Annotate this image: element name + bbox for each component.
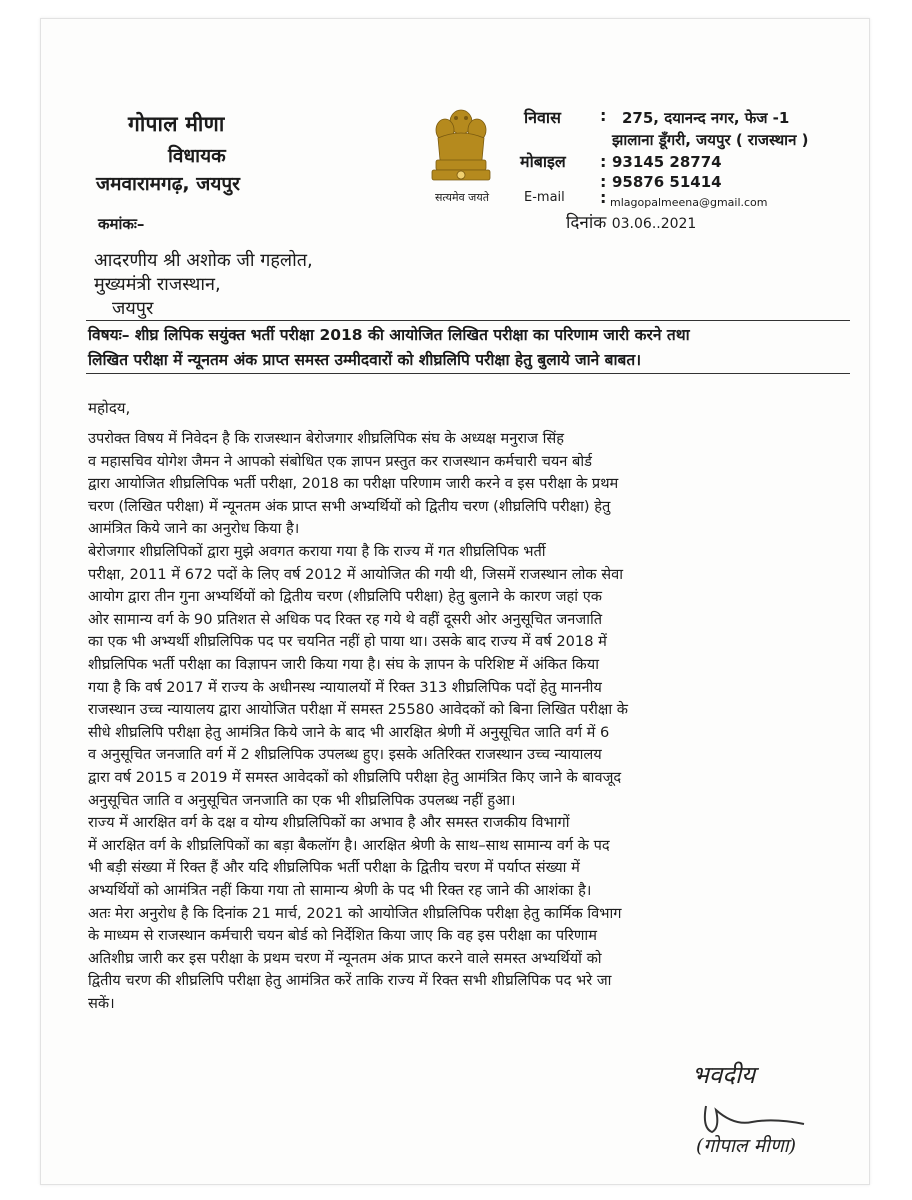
signed-name: (गोपाल मीणा) bbox=[696, 1135, 797, 1157]
body-line: ओर सामान्य वर्ग के 90 प्रतिशत से अधिक पद रिक्त रह गये थे वहीं दूसरी ओर अनुसूचित जनजाति bbox=[88, 610, 603, 628]
residence-line2: झालाना डूँगरी, जयपुर ( राजस्थान ) bbox=[612, 131, 809, 149]
body-line: राजस्थान उच्च न्यायालय द्वारा आयोजित परीक्षा में समस्त 25580 आवेदकों को बिना लिखित परीक्षा के bbox=[88, 701, 629, 719]
body-line: अनुसूचित जाति व अनुसूचित जनजाति का एक भी शीघ्रलिपिक उपलब्ध नहीं हुआ। bbox=[88, 791, 516, 809]
mobile-colon: : bbox=[600, 152, 607, 171]
body-line: आयोग द्वारा तीन गुना अभ्यर्थियों को द्वितीय चरण (शीघ्रलिपि परीक्षा) हेतु बुलाने के कारण जहां एक bbox=[88, 588, 602, 606]
residence-colon: : bbox=[600, 106, 607, 125]
sender-designation: विधायक bbox=[168, 145, 226, 167]
valediction: भवदीय bbox=[692, 1061, 756, 1089]
letter-date bbox=[566, 210, 696, 233]
body-line: भी बड़ी संख्या में रिक्त हैं और यदि शीघ्रलिपिक भर्ती परीक्षा के द्वितीय चरण में पर्याप्त संख्या में bbox=[88, 859, 580, 877]
email-address: mlagopalmeena@gmail.com bbox=[610, 196, 768, 209]
body-line: अभ्यर्थियों को आमंत्रित नहीं किया गया तो सामान्य श्रेणी के पद भी रिक्त रह जाने की आशंका है। bbox=[88, 882, 592, 899]
sender-constituency: जमवारामगढ़, जयपुर bbox=[96, 173, 240, 195]
body-line: सकें। bbox=[88, 995, 115, 1012]
body-line: अतः मेरा अनुरोध है कि दिनांक 21 मार्च, 2021 को आयोजित शीघ्रलिपिक परीक्षा हेतु कार्मिक विभाग bbox=[88, 904, 622, 922]
email-colon: : bbox=[600, 188, 607, 207]
body-line: सीधे शीघ्रलिपि परीक्षा हेतु आमंत्रित किये जाने के बाद भी आरक्षित श्रेणी में अनुसूचित जाति वर्ग में 6 bbox=[88, 723, 610, 741]
mobile-colon-2: : bbox=[600, 172, 607, 191]
body-line: द्वारा वर्ष 2015 व 2019 में समस्त आवेदकों को शीघ्रलिपि परीक्षा हेतु आमंत्रित किए जाने के बावजूद bbox=[88, 769, 622, 786]
subject-line2: लिखित परीक्षा में न्यूनतम अंक प्राप्त समस्त उम्मीदवारों को शीघ्रलिपि परीक्षा हेतु बुलाये जाने बाबत। bbox=[88, 351, 642, 369]
body-line: गया है कि वर्ष 2017 में राज्य के अधीनस्थ न्यायालयों में रिक्त 313 शीघ्रलिपिक पदों हेतु माननीय bbox=[88, 678, 602, 696]
body-line: के माध्यम से राजस्थान कर्मचारी चयन बोर्ड को निर्देशित किया जाए कि वह इस परीक्षा का परिणाम bbox=[88, 927, 597, 945]
sender-name: गोपाल मीणा bbox=[128, 112, 225, 136]
body-line: शीघ्रलिपिक भर्ती परीक्षा का विज्ञापन जारी किया गया है। संघ के ज्ञापन के परिशिष्ट में अंकित किया bbox=[88, 656, 599, 673]
body-line: व अनुसूचित जनजाति वर्ग में 2 शीघ्रलिपिक उपलब्ध हुए। इसके अतिरिक्त राजस्थान उच्च न्यायालय bbox=[88, 746, 602, 764]
subject bbox=[88, 323, 848, 373]
body-line: में आरक्षित वर्ग के शीघ्रलिपिकों का बड़ा बैकलॉग है। आरक्षित श्रेणी के साथ–साथ सामान्य वर्ग के पद bbox=[88, 836, 610, 854]
residence-line1: 275, दयानन्द नगर, फेज -1 bbox=[622, 109, 790, 127]
reference-number-label: कमांकः– bbox=[98, 215, 145, 233]
body-line: का एक भी अभ्यर्थी शीघ्रलिपिक पद पर चयनित नहीं हो पाया था। उसके बाद राज्य में वर्ष 2018 में bbox=[88, 633, 607, 651]
body-line: अतिशीघ्र जारी कर इस परीक्षा के प्रथम चरण में न्यूनतम अंक प्राप्त करने वाले समस्त अभ्यर्थियों को bbox=[88, 949, 602, 967]
body-line: चरण (लिखित परीक्षा) में न्यूनतम अंक प्राप्त सभी अभ्यर्थियों को द्वितीय चरण (शीघ्रलिपि परीक्षा) हेतु bbox=[88, 497, 611, 515]
emblem-motto: सत्यमेव जयते bbox=[434, 191, 489, 204]
addressee-line2: मुख्यमंत्री राजस्थान, bbox=[94, 274, 221, 295]
mobile-number-1: 93145 28774 bbox=[612, 153, 722, 171]
body-line: उपरोक्त विषय में निवेदन है कि राजस्थान बेरोजगार शीघ्रलिपिक संघ के अध्यक्ष मनुराज सिंह bbox=[88, 430, 564, 447]
residence-label: निवास bbox=[524, 108, 561, 127]
body-line: बेरोजगार शीघ्रलिपिकों द्वारा मुझे अवगत कराया गया है कि राज्य में गत शीघ्रलिपिक भर्ती bbox=[88, 543, 546, 560]
signature bbox=[694, 1098, 844, 1158]
mobile-number-2: 95876 51414 bbox=[612, 173, 722, 191]
addressee-line3: जयपुर bbox=[112, 298, 154, 319]
body-line: द्वारा आयोजित शीघ्रलिपिक भर्ती परीक्षा, 2018 का परीक्षा परिणाम जारी करने व इस परीक्षा के प्रथम bbox=[88, 475, 619, 493]
body-line: आमंत्रित किये जाने का अनुरोध किया है। bbox=[88, 520, 300, 538]
salutation: महोदय, bbox=[88, 399, 131, 417]
mobile-label: मोबाइल bbox=[520, 152, 566, 171]
email-label: E-mail bbox=[524, 190, 565, 205]
body-line: व महासचिव योगेश जैमन ने आपको संबोधित एक ज्ञापन प्रस्तुत कर राजस्थान कर्मचारी चयन बोर्ड bbox=[88, 452, 592, 470]
body-line: राज्य में आरक्षित वर्ग के दक्ष व योग्य शीघ्रलिपिकों का अभाव है और समस्त राजकीय विभागों bbox=[88, 814, 570, 832]
addressee-line1: आदरणीय श्री अशोक जी गहलोत, bbox=[94, 250, 313, 271]
body-line: द्वितीय चरण की शीघ्रलिपि परीक्षा हेतु आमंत्रित करें ताकि राज्य में रिक्त सभी शीघ्रलिपिक पद भरे जा bbox=[88, 972, 612, 990]
date-value: 03.06..2021 bbox=[611, 216, 697, 232]
subject-line1: विषयः– शीघ्र लिपिक सयुंक्त भर्ती परीक्षा 2018 की आयोजित लिखित परीक्षा का परिणाम जारी करने तथा bbox=[88, 326, 690, 344]
date-label: दिनांक bbox=[566, 213, 607, 233]
body-line: परीक्षा, 2011 में 672 पदों के लिए वर्ष 2012 में आयोजित की गयी थी, जिसमें राजस्थान लोक सेवा bbox=[88, 565, 623, 583]
